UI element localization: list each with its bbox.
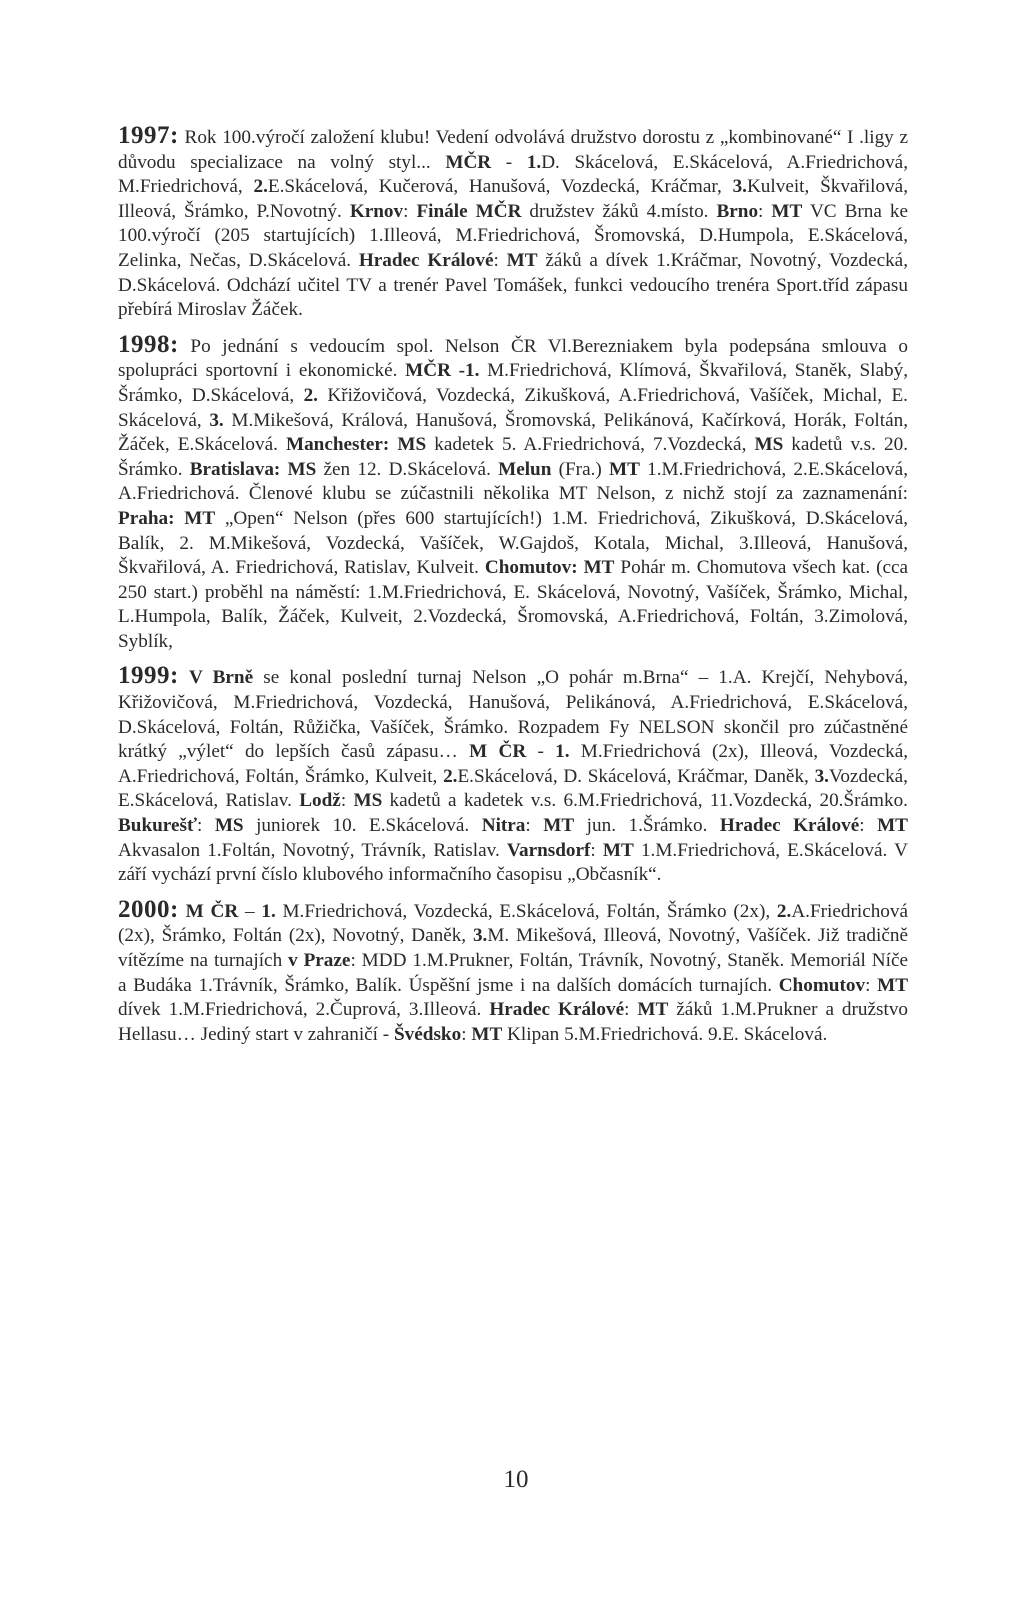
bold-text-segment: Švédsko <box>394 1023 462 1045</box>
text-segment: Pohár m. Chomutova všech kat. (cca 250 start.) proběhl na náměstí: 1.M.Friedrichová, E. Skácelová, Novotný, Vašíček, Šrámko, Michal, L.Humpola, Balík, Žáček, Kulveit, 2.Vozdecká, Šromovská, A.Friedrichová, Foltán, 3.Zimolová, Syblík, <box>118 557 909 652</box>
bold-text-segment: MT <box>543 815 575 837</box>
bold-text-segment: MT <box>506 249 538 271</box>
text-segment: : <box>624 999 638 1021</box>
entry-1998 <box>118 330 909 655</box>
bold-text-segment: MS <box>287 458 317 480</box>
text-segment: D. Skácelová, E.Skácelová, A.Friedrichová, M.Friedrichová, <box>118 151 908 198</box>
bold-text-segment: MS <box>397 434 427 456</box>
bold-text-segment: V Brně <box>188 667 254 689</box>
bold-text-segment: Hradec Králové <box>489 999 625 1021</box>
bold-text-segment: MT <box>877 815 908 837</box>
text-segment: Vozdecká, E.Skácelová, Ratislav. <box>118 765 908 812</box>
bold-text-segment: MT <box>771 200 803 222</box>
bold-text-segment: 2. <box>303 384 318 406</box>
text-segment: - <box>491 151 527 173</box>
text-segment: A.Friedrichová (2x), Šrámko, Foltán (2x), Novotný, Daněk, <box>118 900 909 947</box>
text-segment: M.Mikešová, Králová, Hanušová, Šromovská, Pelikánová, Kačírková, Horák, Foltán, Žáček, E.Skácelová. <box>118 409 908 456</box>
bold-text-segment: MT <box>583 557 615 579</box>
text-segment: Akvasalon 1.Foltán, Novotný, Trávník, Ratislav. <box>118 839 507 861</box>
year-heading: 2000: <box>118 895 179 923</box>
bold-text-segment: M ČR <box>469 741 527 763</box>
text-segment: : <box>196 815 215 837</box>
bold-text-segment: Finále MČR <box>416 200 522 222</box>
bold-text-segment: Praha: <box>118 507 175 529</box>
text-segment: M.Friedrichová, Klímová, Škvařilová, Staněk, Slabý, Šrámko, D.Skácelová, <box>118 360 908 406</box>
text-segment: 1.M.Friedrichová, E.Skácelová. V září vychází první číslo klubového informačního časopisu „Občasník“. <box>118 839 908 886</box>
bold-text-segment: v Praze <box>288 950 351 971</box>
text-segment: : <box>493 249 507 271</box>
bold-text-segment: Hradec Králové <box>358 249 494 271</box>
text-segment: : <box>340 790 354 812</box>
text-segment: družstev žáků 4.místo. <box>521 200 717 222</box>
entry-1997 <box>118 124 908 323</box>
bold-text-segment: -1. <box>458 360 480 382</box>
text-segment: dívek 1.M.Friedrichová, 2.Čuprová, 3.Illeová. <box>118 999 490 1021</box>
text-segment: : <box>590 839 603 861</box>
text-segment: M.Friedrichová, Vozdecká, E.Skácelová, Foltán, Šrámko (2x), <box>275 900 777 922</box>
text-segment: - <box>526 741 556 763</box>
text-segment: M. Mikešová, Illeová, Novotný, Vašíček. Již tradičně vítězíme na turnajích <box>118 925 908 971</box>
text-segment: : <box>525 815 544 837</box>
text-segment <box>179 901 186 922</box>
bold-text-segment: MT <box>609 458 640 480</box>
bold-text-segment: 3. <box>814 765 829 787</box>
bold-text-segment: MS <box>214 815 244 837</box>
text-segment: : <box>865 974 878 996</box>
text-segment <box>451 360 459 381</box>
bold-text-segment: 2. <box>443 765 458 787</box>
text-segment: kadetek 5. A.Friedrichová, 7.Vozdecká, <box>426 434 755 456</box>
text-segment: žen 12. D.Skácelová. <box>316 458 499 480</box>
bold-text-segment: Manchester: <box>285 434 390 456</box>
year-heading: 1997: <box>118 122 179 149</box>
year-heading: 1998: <box>118 330 179 358</box>
bold-text-segment: Chomutov <box>778 974 866 996</box>
text-segment: žáků 1.M.Prukner a družstvo Hellasu… Jediný start v zahraničí - <box>118 999 909 1045</box>
entry-1999 <box>118 664 908 887</box>
bold-text-segment: Hradec Králové <box>719 815 860 837</box>
bold-text-segment: 1. <box>261 900 276 922</box>
text-segment <box>175 508 185 529</box>
text-segment: : <box>461 1023 472 1045</box>
text-segment: Klipan 5.M.Friedrichová. 9.E. Skácelová. <box>502 1023 828 1045</box>
bold-text-segment: MS <box>353 790 383 812</box>
year-heading: 1999: <box>118 662 179 690</box>
text-segment: Po jednání s vedoucím spol. Nelson ČR Vl.Berezniakem byla podepsána smlouva o spolupráci sportovní i ekonomické. <box>118 335 908 382</box>
entry-2000 <box>118 895 909 1048</box>
bold-text-segment: 1. <box>526 151 542 173</box>
text-segment: M.Friedrichová (2x), Illeová, Vozdecká, A.Friedrichová, Foltán, Šrámko, Kulveit, <box>118 741 909 787</box>
bold-text-segment: MT <box>471 1023 503 1045</box>
text-segment: Rok 100.výročí založení klubu! Vedení odvolává družstvo dorostu z „kombinované“ I .ligy z důvodu specializace na volný styl... <box>118 127 908 173</box>
text-segment: jun. 1.Šrámko. <box>574 815 720 837</box>
text-segment: 1.M.Friedrichová, 2.E.Skácelová, A.Friedrichová. Členové klubu se zúčastnili několika MT Nelson, z nichž stojí za zaznamenání: <box>118 458 908 505</box>
page-number: 10 <box>503 1466 529 1493</box>
text-segment: Kulveit, Škvařilová, Illeová, Šrámko, P.Novotný. <box>118 176 908 222</box>
bold-text-segment: MČR <box>405 360 451 382</box>
text-segment: žáků a dívek 1.Kráčmar, Novotný, Vozdecká, D.Skácelová. Odchází učitel TV a trenér Pavel Tomášek, funkci vedoucího trenéra Sport.tříd zápasu přebírá Miroslav Žáček. <box>118 249 908 321</box>
text-segment: : <box>403 200 417 222</box>
bold-text-segment: 3. <box>472 925 488 947</box>
bold-text-segment: Bukurešť <box>118 815 197 837</box>
chronicle-text <box>118 124 908 1057</box>
bold-text-segment: Melun <box>498 458 552 480</box>
text-segment: kadetů a kadetek v.s. 6.M.Friedrichová, 11.Vozdecká, 20.Šrámko. <box>382 790 908 812</box>
bold-text-segment: MT <box>637 999 669 1021</box>
text-segment <box>280 459 287 480</box>
bold-text-segment: MT <box>602 839 634 861</box>
text-segment: se konal poslední turnaj Nelson „O pohár m.Brna“ – 1.A. Krejčí, Nehybová, Křižovičová, M.Friedrichová, Vozdecká, Hanušová, Pelikánová, A.Friedrichová, E.Skácelová, D.Skácelová, Foltán, Růžička, Vašíček, Šrámko. Rozpadem Fy NELSON skončil pro zúčastněné krátký „výlet“ do lepších časů zápasu… <box>118 667 909 763</box>
bold-text-segment: MS <box>754 434 784 456</box>
bold-text-segment: Bratislava: <box>189 458 281 480</box>
bold-text-segment: Krnov <box>349 200 404 222</box>
bold-text-segment: 2. <box>253 176 268 198</box>
bold-text-segment: 2. <box>776 900 792 922</box>
bold-text-segment: Chomutov: <box>484 557 578 579</box>
bold-text-segment: MT <box>184 507 216 529</box>
text-segment: (Fra.) <box>551 458 609 480</box>
bold-text-segment: 1. <box>555 741 570 763</box>
text-segment: juniorek 10. E.Skácelová. <box>243 815 482 837</box>
bold-text-segment: 3. <box>209 409 224 431</box>
text-segment: E.Skácelová, Kučerová, Hanušová, Vozdecká, Kráčmar, <box>267 176 733 198</box>
bold-text-segment: MT <box>877 974 908 996</box>
text-segment: – <box>238 900 262 922</box>
bold-text-segment: MČR <box>445 151 492 173</box>
text-segment: kadetů v.s. 20. Šrámko. <box>118 434 908 480</box>
text-segment <box>179 667 189 688</box>
bold-text-segment: Nitra <box>481 815 526 837</box>
text-segment: : <box>758 200 772 222</box>
bold-text-segment: Brno <box>716 200 759 222</box>
bold-text-segment: M ČR <box>185 900 239 922</box>
text-segment: VC Brna ke 100.výročí (205 startujících) 1.Illeová, M.Friedrichová, Šromovská, D.Humpola, E.Skácelová, Zelinka, Nečas, D.Skácelová. <box>118 200 908 271</box>
bold-text-segment: 3. <box>732 176 747 198</box>
text-segment: : MDD 1.M.Prukner, Foltán, Trávník, Novotný, Staněk. Memoriál Níče a Budáka 1.Trávník, Šrámko, Balík. Úspěšní jsme i na dalších domácích turnajích. <box>118 950 908 996</box>
bold-text-segment: Varnsdorf <box>506 839 591 861</box>
text-segment: E.Skácelová, D. Skácelová, Kráčmar, Daněk, <box>457 765 815 787</box>
bold-text-segment: Lodž <box>299 790 341 812</box>
text-segment: Křižovičová, Vozdecká, Zikušková, A.Friedrichová, Vašíček, Michal, E. Skácelová, <box>118 384 908 431</box>
text-segment: „Open“ Nelson (přes 600 startujících!) 1.M. Friedrichová, Zikušková, D.Skácelová, Balík, 2. M.Mikešová, Vozdecká, Vašíček, W.Gajdoš, Kotala, Michal, 3.Illeová, Hanušová, Škvařilová, A. Friedrichová, Ratislav, Kulveit. <box>118 507 909 579</box>
text-segment: : <box>859 815 878 837</box>
